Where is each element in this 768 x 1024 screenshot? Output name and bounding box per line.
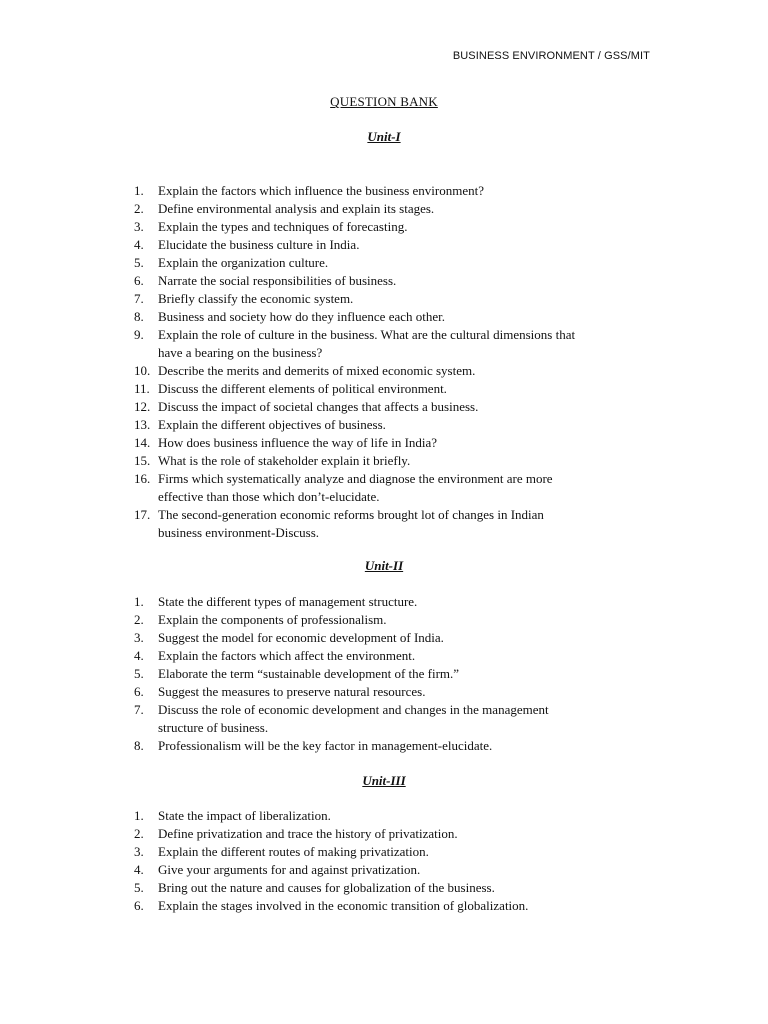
question-item xyxy=(134,665,654,683)
question-text: Describe the merits and demerits of mixed economic system. xyxy=(158,363,476,378)
question-text: Explain the components of professionalism. xyxy=(158,612,387,627)
question-number: 14. xyxy=(134,435,151,450)
question-item xyxy=(134,611,654,629)
question-number: 2. xyxy=(134,201,144,216)
question-item xyxy=(134,683,654,701)
page-header: BUSINESS ENVIRONMENT / GSS/MIT xyxy=(452,50,650,62)
question-text: State the different types of management structure. xyxy=(158,594,418,609)
question-number: 3. xyxy=(134,630,144,645)
unit-heading-1: Unit-I xyxy=(367,129,401,144)
question-item xyxy=(134,308,654,326)
page-title: QUESTION BANK xyxy=(330,94,438,109)
question-number: 1. xyxy=(134,183,144,198)
question-text: Firms which systematically analyze and diagnose the environment are more effective than those which don’t-elucidate. xyxy=(158,471,553,504)
question-text: Professionalism will be the key factor in management-elucidate. xyxy=(158,738,493,753)
question-number: 8. xyxy=(134,309,144,324)
question-text: Explain the stages involved in the economic transition of globalization. xyxy=(158,898,529,913)
question-item xyxy=(134,236,654,254)
question-text: Explain the factors which influence the business environment? xyxy=(158,183,484,198)
question-number: 6. xyxy=(134,273,144,288)
question-item xyxy=(134,843,654,861)
question-item xyxy=(134,506,654,542)
question-text: The second-generation economic reforms brought lot of changes in Indian business environment-Discuss. xyxy=(158,507,544,540)
question-number: 2. xyxy=(134,612,144,627)
question-text: Briefly classify the economic system. xyxy=(158,291,354,306)
question-item xyxy=(134,470,654,506)
question-number: 4. xyxy=(134,862,144,877)
question-number: 3. xyxy=(134,219,144,234)
question-number: 2. xyxy=(134,826,144,841)
question-text: Define privatization and trace the history of privatization. xyxy=(158,826,458,841)
question-text: Discuss the impact of societal changes that affects a business. xyxy=(158,399,479,414)
question-item xyxy=(134,362,654,380)
question-number: 4. xyxy=(134,237,144,252)
question-item xyxy=(134,897,654,915)
question-number: 7. xyxy=(134,291,144,306)
question-text: Define environmental analysis and explain its stages. xyxy=(158,201,435,216)
question-text: Discuss the different elements of political environment. xyxy=(158,381,447,396)
question-text: What is the role of stakeholder explain it briefly. xyxy=(158,453,411,468)
question-item xyxy=(134,629,654,647)
question-item xyxy=(134,290,654,308)
question-number: 7. xyxy=(134,702,144,717)
question-text: Bring out the nature and causes for globalization of the business. xyxy=(158,880,495,895)
question-number: 17. xyxy=(134,507,151,522)
question-text: Explain the types and techniques of forecasting. xyxy=(158,219,408,234)
question-text: Explain the factors which affect the environment. xyxy=(158,648,416,663)
question-item xyxy=(134,825,654,843)
question-item xyxy=(134,452,654,470)
question-item xyxy=(134,807,654,825)
question-item xyxy=(134,701,654,737)
question-item xyxy=(134,218,654,236)
question-item xyxy=(134,737,654,755)
question-number: 8. xyxy=(134,738,144,753)
question-number: 3. xyxy=(134,844,144,859)
unit-heading-3: Unit-III xyxy=(362,773,406,788)
question-item xyxy=(134,879,654,897)
question-number: 1. xyxy=(134,594,144,609)
question-number: 5. xyxy=(134,666,144,681)
question-number: 11. xyxy=(134,381,150,396)
question-text: Explain the organization culture. xyxy=(158,255,329,270)
question-item xyxy=(134,380,654,398)
question-text: Suggest the model for economic development of India. xyxy=(158,630,444,645)
question-item xyxy=(134,416,654,434)
question-item xyxy=(134,861,654,879)
question-item xyxy=(134,200,654,218)
question-number: 5. xyxy=(134,255,144,270)
question-text: Business and society how do they influence each other. xyxy=(158,309,446,324)
unit-3-question-list xyxy=(134,807,654,915)
question-number: 6. xyxy=(134,898,144,913)
question-item xyxy=(134,254,654,272)
question-text: Explain the different objectives of business. xyxy=(158,417,386,432)
question-text: Explain the different routes of making privatization. xyxy=(158,844,429,859)
question-item xyxy=(134,593,654,611)
unit-1-question-list xyxy=(134,182,654,542)
question-item xyxy=(134,434,654,452)
question-text: How does business influence the way of life in India? xyxy=(158,435,438,450)
question-number: 10. xyxy=(134,363,151,378)
question-number: 9. xyxy=(134,327,144,342)
question-text: State the impact of liberalization. xyxy=(158,808,331,823)
question-item xyxy=(134,398,654,416)
question-number: 15. xyxy=(134,453,151,468)
question-text: Elaborate the term “sustainable development of the firm.” xyxy=(158,666,460,681)
question-number: 6. xyxy=(134,684,144,699)
question-text: Narrate the social responsibilities of business. xyxy=(158,273,397,288)
question-number: 5. xyxy=(134,880,144,895)
question-text: Elucidate the business culture in India. xyxy=(158,237,360,252)
question-item xyxy=(134,182,654,200)
question-number: 1. xyxy=(134,808,144,823)
question-number: 16. xyxy=(134,471,151,486)
question-text: Explain the role of culture in the business. What are the cultural dimensions that have a bearing on the business? xyxy=(158,327,576,360)
question-number: 13. xyxy=(134,417,151,432)
question-item xyxy=(134,272,654,290)
question-item xyxy=(134,326,654,362)
unit-heading-2: Unit-II xyxy=(364,558,404,573)
question-text: Suggest the measures to preserve natural resources. xyxy=(158,684,426,699)
question-item xyxy=(134,647,654,665)
question-number: 4. xyxy=(134,648,144,663)
unit-2-question-list xyxy=(134,593,654,755)
question-text: Give your arguments for and against privatization. xyxy=(158,862,421,877)
question-number: 12. xyxy=(134,399,151,414)
question-text: Discuss the role of economic development and changes in the management structure of business. xyxy=(158,702,549,735)
